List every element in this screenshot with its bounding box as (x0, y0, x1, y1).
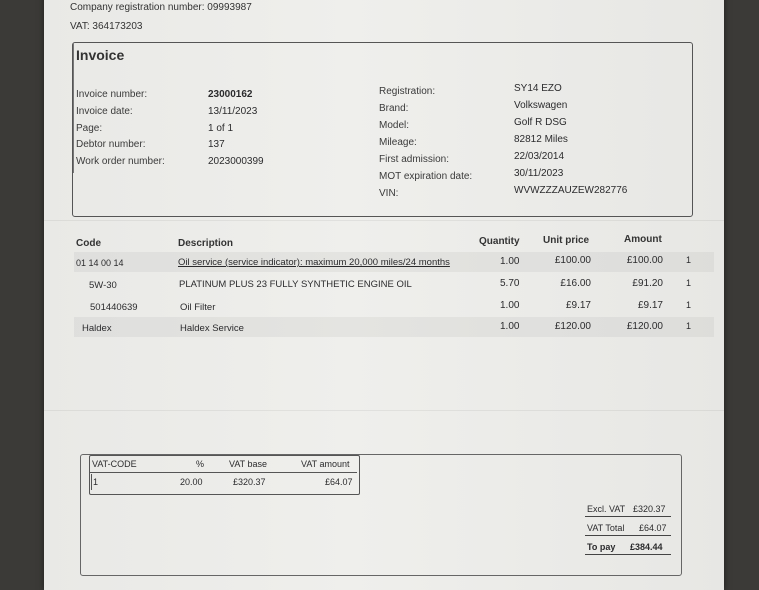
mileage-value: 82812 Miles (514, 134, 568, 145)
debtor-number-label: Debtor number: (76, 139, 146, 150)
to-pay-label: To pay (587, 542, 616, 552)
row-vat-code: 1 (686, 278, 692, 288)
vat-header-amount: VAT amount (301, 459, 350, 469)
vat-total-value: £64.07 (639, 523, 667, 533)
row-quantity: 1.00 (500, 256, 520, 267)
company-vat-number: VAT: 364173203 (70, 21, 143, 32)
vin-value: WVWZZZAUZEW282776 (514, 185, 628, 196)
table-row (74, 252, 714, 272)
table-row (74, 296, 714, 316)
col-header-description: Description (178, 238, 234, 249)
model-value: Golf R DSG (514, 117, 567, 128)
row-unit-price: £9.17 (565, 300, 591, 311)
table-row (74, 274, 714, 294)
vat-header-base: VAT base (229, 459, 268, 469)
brand-value: Volkswagen (514, 100, 568, 111)
row-unit-price: £120.00 (554, 321, 591, 332)
col-header-quantity: Quantity (479, 236, 520, 247)
first-admission-label: First admission: (379, 154, 450, 165)
invoice-date-label: Invoice date: (76, 106, 133, 117)
vat-total-label: VAT Total (587, 523, 625, 533)
work-order-number-value: 2023000399 (208, 156, 264, 167)
row-unit-price: £100.00 (554, 255, 591, 266)
col-header-amount: Amount (624, 234, 662, 245)
row-code: 501440639 (90, 302, 138, 313)
registration-value: SY14 EZO (514, 83, 562, 94)
invoice-title: Invoice (76, 47, 125, 63)
row-vat-code: 1 (686, 300, 692, 310)
row-quantity: 1.00 (500, 321, 520, 332)
to-pay-value: £384.44 (630, 542, 663, 552)
vat-row-base: £320.37 (233, 477, 266, 487)
row-vat-code: 1 (686, 321, 692, 331)
company-registration-number: Company registration number: 09993987 (70, 2, 252, 13)
row-description: Haldex Service (180, 323, 244, 334)
vat-header-percent: % (196, 459, 205, 469)
row-amount: £120.00 (626, 321, 663, 332)
invoice-number-value: 23000162 (208, 89, 253, 100)
excl-vat-label: Excl. VAT (587, 504, 626, 514)
row-code: 01 14 00 14 (76, 258, 124, 268)
vin-label: VIN: (379, 188, 399, 199)
debtor-number-value: 137 (208, 139, 225, 150)
first-admission-value: 22/03/2014 (514, 151, 565, 162)
vat-row-percent: 20.00 (180, 477, 203, 487)
col-header-unit-price: Unit price (543, 235, 590, 246)
mot-expiration-label: MOT expiration date: (379, 171, 473, 182)
vat-header-code: VAT-CODE (92, 459, 137, 469)
registration-label: Registration: (379, 86, 436, 97)
vat-row-amount: £64.07 (325, 477, 353, 487)
brand-label: Brand: (379, 103, 409, 114)
mileage-label: Mileage: (379, 137, 417, 148)
row-unit-price: £16.00 (560, 278, 591, 289)
work-order-number-label: Work order number: (76, 156, 165, 167)
row-quantity: 1.00 (500, 300, 520, 311)
row-amount: £100.00 (626, 255, 663, 266)
row-vat-code: 1 (686, 255, 692, 265)
invoice-number-label: Invoice number: (76, 89, 148, 100)
col-header-code: Code (76, 238, 101, 249)
mot-expiration-value: 30/11/2023 (514, 168, 564, 179)
vat-row-code: 1 (93, 477, 99, 487)
row-description: PLATINUM PLUS 23 FULLY SYNTHETIC ENGINE OIL (179, 279, 412, 290)
row-quantity: 5.70 (500, 278, 520, 289)
invoice-paper (44, 0, 724, 590)
row-code: 5W-30 (89, 280, 117, 291)
excl-vat-value: £320.37 (633, 504, 666, 514)
invoice-date-value: 13/11/2023 (208, 106, 258, 117)
invoice-details-box (72, 42, 693, 217)
row-amount: £9.17 (637, 300, 663, 311)
table-row (74, 317, 714, 337)
page-label: Page: (76, 123, 103, 134)
row-amount: £91.20 (632, 278, 663, 289)
row-code: Haldex (82, 323, 112, 334)
page-value: 1 of 1 (208, 123, 234, 134)
row-description: Oil service (service indicator): maximum 20,000 miles/24 months (178, 257, 450, 268)
model-label: Model: (379, 120, 410, 131)
row-description: Oil Filter (180, 302, 216, 313)
